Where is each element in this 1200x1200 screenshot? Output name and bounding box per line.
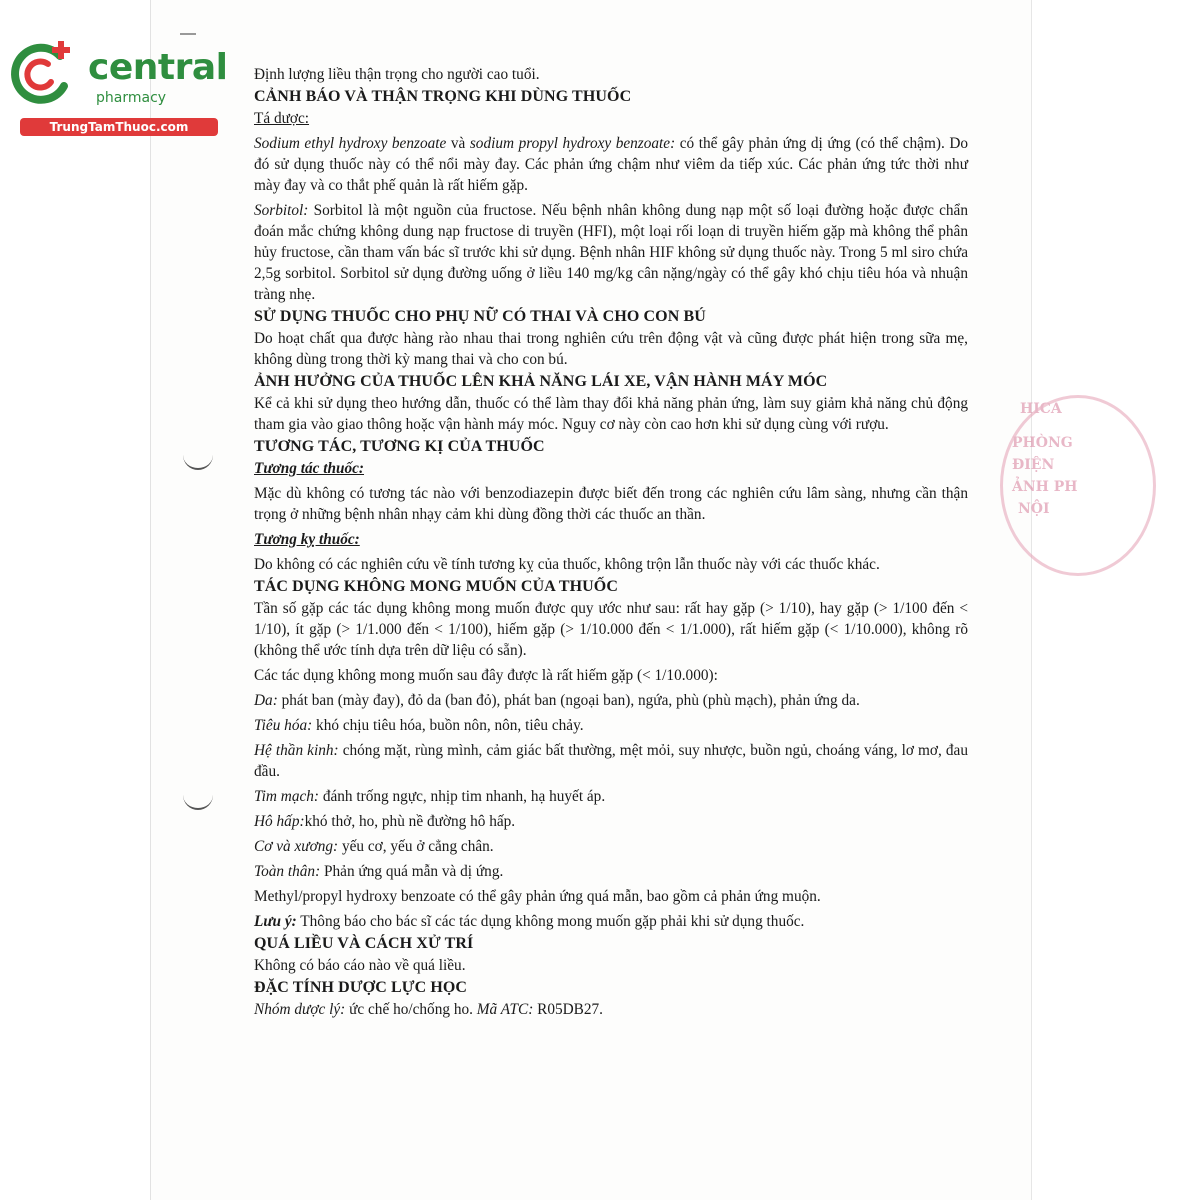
- incompat-paragraph: Do không có các nghiên cứu về tính tương kỵ của thuốc, không trộn lẫn thuốc này với các thuốc khác.: [254, 556, 880, 573]
- respiratory-effects: Hô hấp:khó thở, ho, phù nề đường hô hấp.: [254, 813, 516, 830]
- heading-interaction: TƯƠNG TÁC, TƯƠNG KỊ CỦA THUỐC: [254, 438, 545, 455]
- general-effects: Toàn thân: Phản ứng quá mẫn và dị ứng.: [254, 863, 504, 880]
- logo-brand: central: [88, 47, 228, 88]
- stamp-text: NỘI: [1018, 501, 1050, 517]
- pregnancy-paragraph: Do hoạt chất qua được hàng rào nhau thai trong nghiên cứu trên động vật và cũng được phát hiện trong sữa mẹ, không dùng trong thời kỳ mang thai và cho con bú.: [254, 330, 968, 368]
- stamp-text: ẢNH PH: [1012, 479, 1078, 495]
- stamp-text: HICA: [1020, 401, 1062, 417]
- official-stamp: [1000, 395, 1120, 575]
- benzoate-paragraph: Sodium ethyl hydroxy benzoate và sodium propyl hydroxy benzoate: có thể gây phản ứng dị ứng (có thể chậm). Do đó sử dụng thuốc này có thể nổi mày đay. Các phản ứng chậm như viêm da tiếp xúc. Các phản ứng tức thời như mày đay và co thắt phế quản là rất hiếm gặp.: [254, 135, 969, 194]
- logo-website: TrungTamThuoc.com: [20, 118, 218, 136]
- logo-subtitle: pharmacy: [96, 90, 167, 106]
- frequency-paragraph: Tần số gặp các tác dụng không mong muốn được quy ước như sau: rất hay gặp (> 1/10), hay gặp (> 1/100 đến < 1/10), ít gặp (> 1/1.000 đến < 1/100), hiếm gặp (> 1/10.000 đến < 1/1.000), rất hiếm gặp (< 1/10.000), không rõ (không thể ước tính dựa trên dữ liệu có sẵn).: [254, 600, 968, 659]
- rare-intro: Các tác dụng không mong muốn sau đây được là rất hiếm gặp (< 1/10.000):: [254, 667, 718, 684]
- sorbitol-paragraph: Sorbitol: Sorbitol là một nguồn của fructose. Nếu bệnh nhân không dung nạp một số loại đường hoặc được chẩn đoán mắc chứng không dung nạp fructose di truyền (HFI), một loại rối loạn di truyền hiếm gặp mà không thể phân hủy fructose, cần tham vấn bác sĩ trước khi sử dụng. Bệnh nhân HIF không sử dụng thuốc này. Trong 5 ml siro chứa 2,5g sorbitol. Sorbitol sử dụng đường uống ở liều 140 mg/kg cân nặng/ngày có thể gây khó chịu tiêu hóa và nhuận tràng nhẹ.: [254, 202, 968, 303]
- methyl-paragraph: Methyl/propyl hydroxy benzoate có thể gây phản ứng quá mẫn, bao gồm cả phản ứng muộn.: [254, 888, 821, 905]
- pharmacy-cross-logo-icon: [8, 38, 78, 108]
- note-paragraph: Lưu ý: Thông báo cho bác sĩ các tác dụng không mong muốn gặp phải khi sử dụng thuốc.: [254, 913, 805, 930]
- neuro-effects: Hệ thần kinh: chóng mặt, rùng mình, cảm giác bất thường, mệt mỏi, suy nhược, buồn ngủ, choáng váng, lơ mơ, đau đầu.: [254, 742, 968, 780]
- excipients-label: Tá dược:: [254, 110, 310, 127]
- heading-pregnancy: SỬ DỤNG THUỐC CHO PHỤ NỮ CÓ THAI VÀ CHO CON BÚ: [254, 308, 706, 325]
- overdose-paragraph: Không có báo cáo nào về quá liều.: [254, 957, 466, 974]
- heading-driving: ẢNH HƯỞNG CỦA THUỐC LÊN KHẢ NĂNG LÁI XE, VẬN HÀNH MÁY MÓC: [254, 373, 828, 390]
- interaction-label: Tương tác thuốc:: [254, 460, 365, 477]
- skin-effects: Da: phát ban (mày đay), đỏ da (ban đỏ), phát ban (ngoại ban), ngứa, phù (phù mạch), phản ứng da.: [254, 692, 860, 709]
- scan-speck: [180, 33, 196, 35]
- cardio-effects: Tim mạch: đánh trống ngực, nhịp tim nhanh, hạ huyết áp.: [254, 788, 606, 805]
- gi-effects: Tiêu hóa: khó chịu tiêu hóa, buồn nôn, nôn, tiêu chảy.: [254, 717, 584, 734]
- central-pharmacy-logo: [8, 38, 228, 138]
- heading-warning: CẢNH BÁO VÀ THẬN TRỌNG KHI DÙNG THUỐC: [254, 88, 632, 105]
- heading-overdose: QUÁ LIỀU VÀ CÁCH XỬ TRÍ: [254, 935, 474, 952]
- stamp-text: ĐIỆN: [1012, 457, 1055, 473]
- stamp-text: PHÒNG: [1012, 435, 1073, 451]
- heading-adverse: TÁC DỤNG KHÔNG MONG MUỐN CỦA THUỐC: [254, 578, 618, 595]
- interaction-paragraph: Mặc dù không có tương tác nào với benzodiazepin được biết đến trong các nghiên cứu lâm sàng, nhưng cần thận trọng ở những bệnh nhân nhạy cảm khi dùng đồng thời các thuốc an thần.: [254, 485, 968, 523]
- pharmacology-group: Nhóm dược lý: ức chế ho/chống ho. Mã ATC: R05DB27.: [254, 1001, 604, 1018]
- heading-pharmacodynamics: ĐẶC TÍNH DƯỢC LỰC HỌC: [254, 979, 468, 996]
- driving-paragraph: Kể cả khi sử dụng theo hướng dẫn, thuốc có thể làm thay đổi khả năng phản ứng, làm suy giảm khả năng chủ động tham gia vào giao thông hoặc vận hành máy móc. Nguy cơ này còn cao hơn khi sử dụng cùng với rượu.: [254, 395, 968, 433]
- incompat-label: Tương kỵ thuốc:: [254, 531, 360, 548]
- musculoskeletal-effects: Cơ và xương: yếu cơ, yếu ở cẳng chân.: [254, 838, 494, 855]
- intro-line: Định lượng liều thận trọng cho người cao tuổi.: [254, 66, 540, 83]
- document-body: [254, 64, 968, 1020]
